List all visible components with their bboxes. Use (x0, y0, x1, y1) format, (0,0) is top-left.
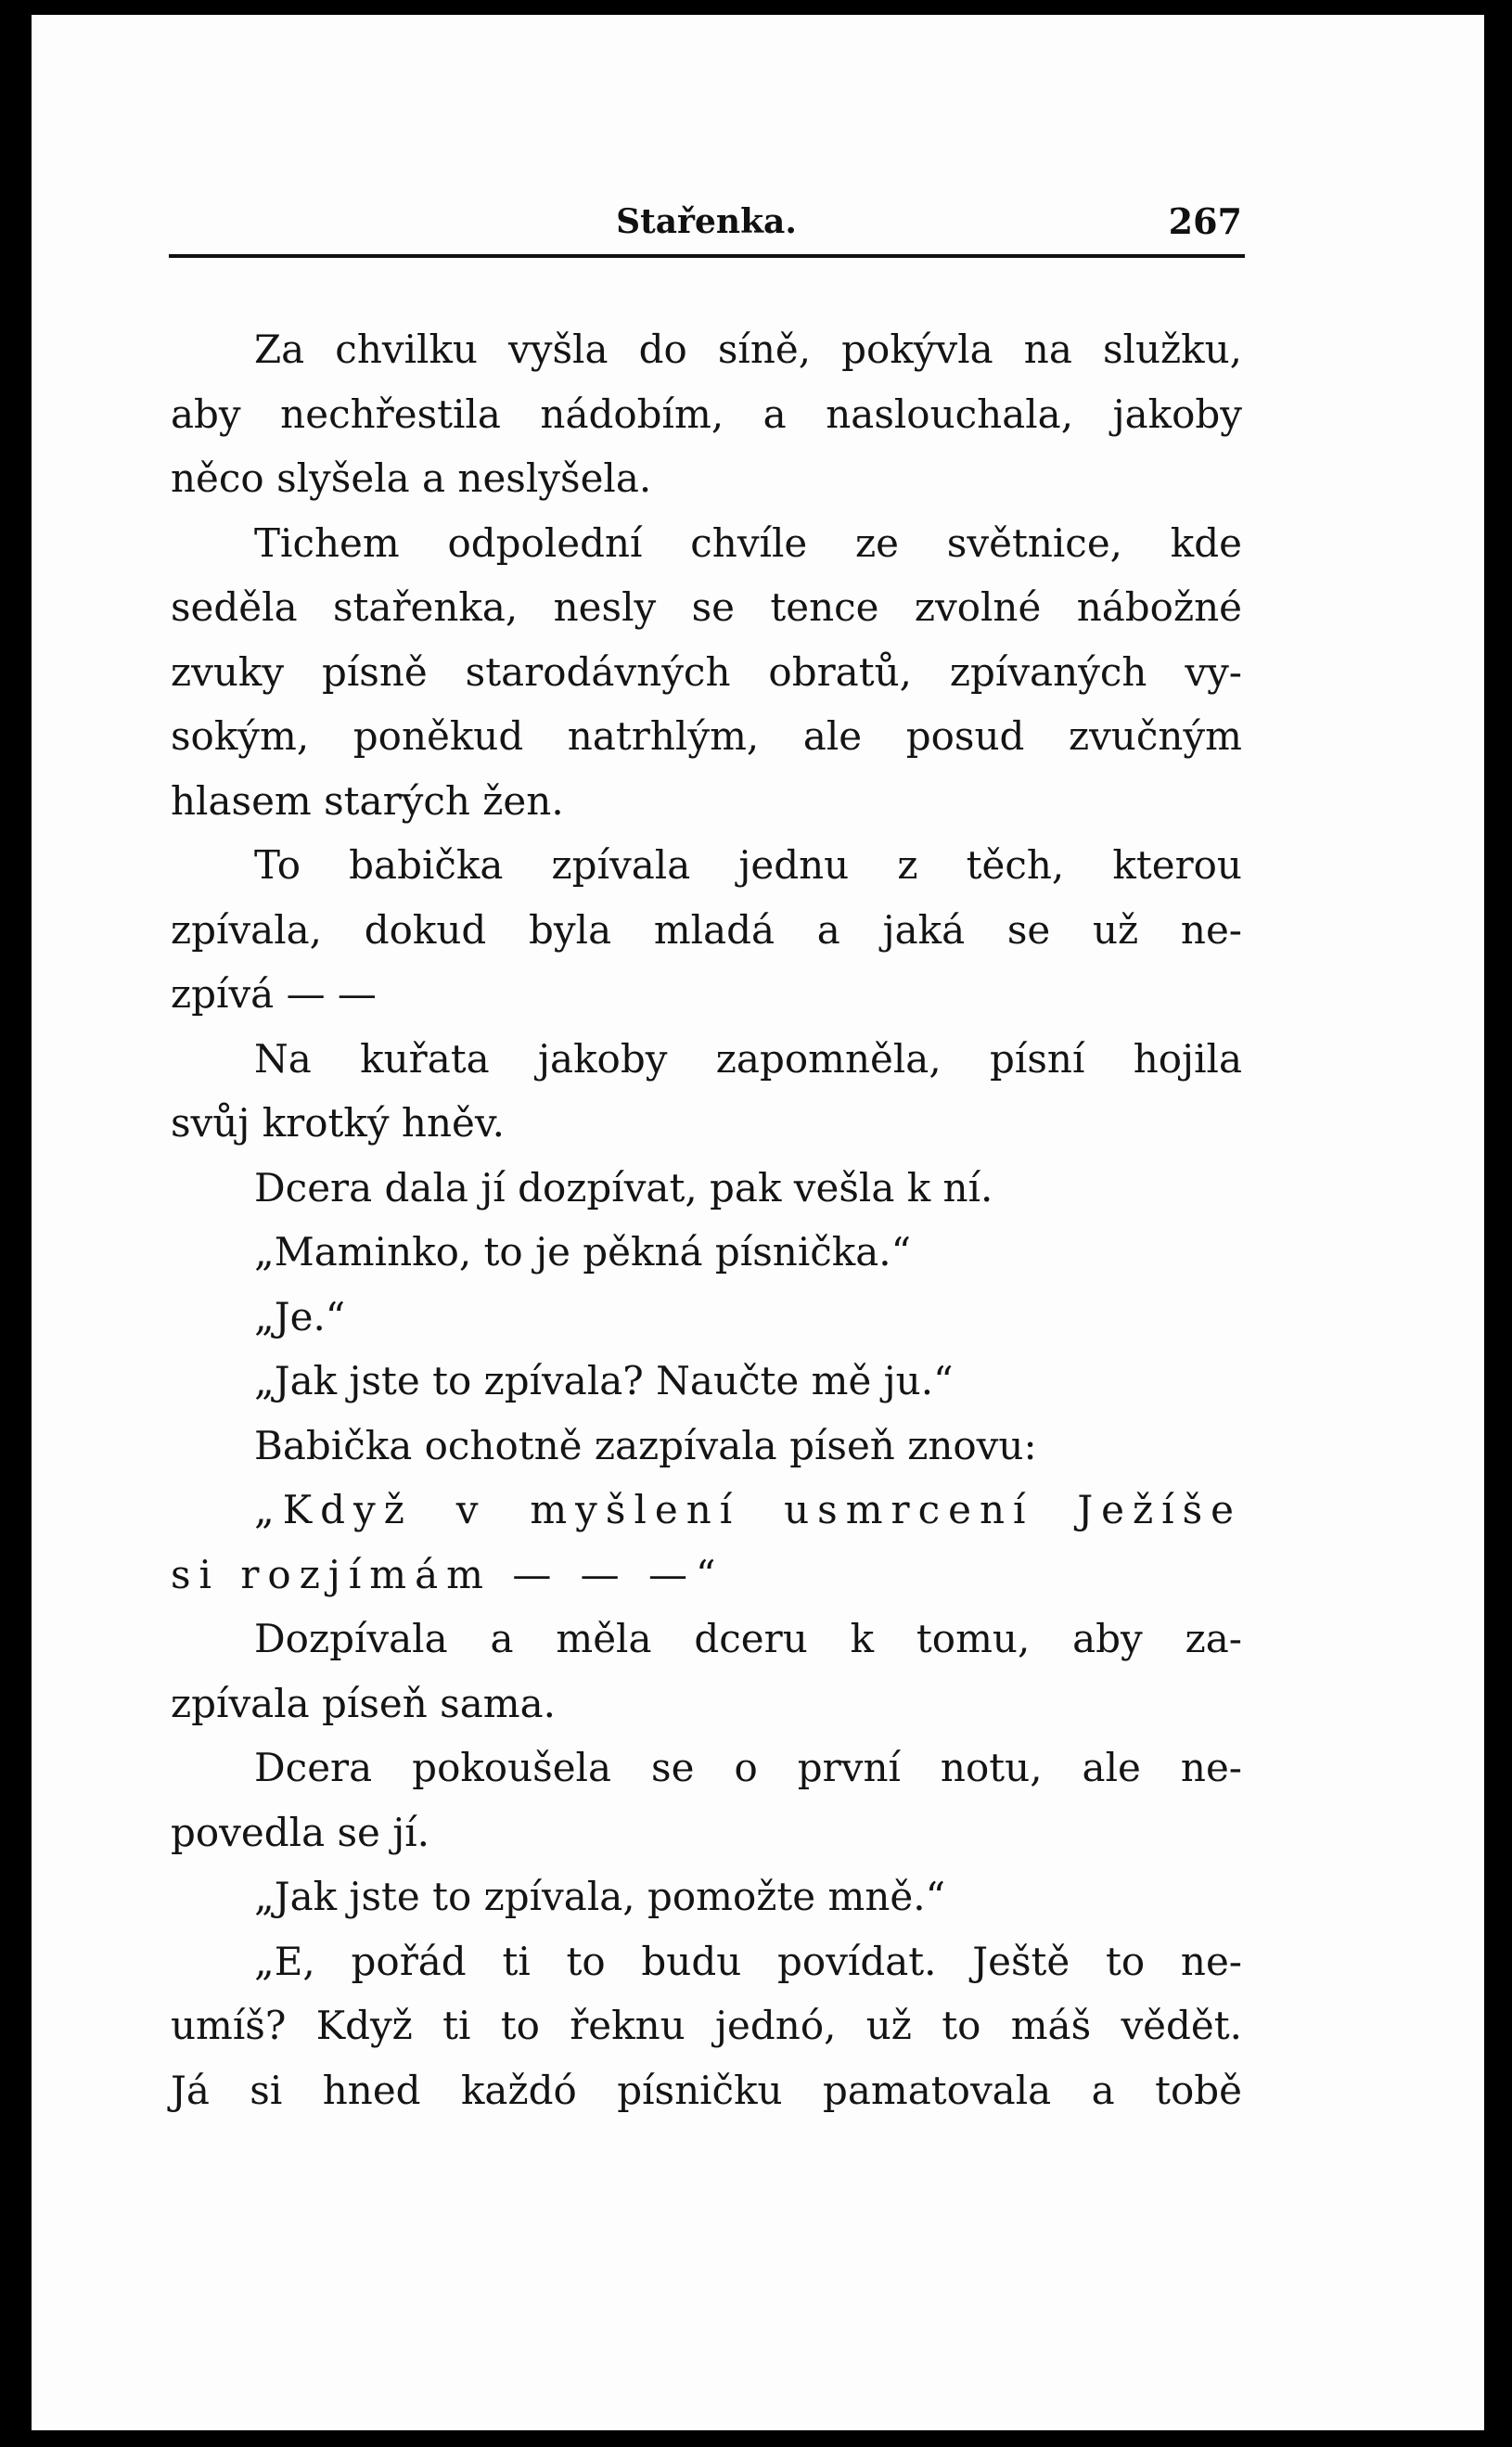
running-title: Stařenka. (616, 202, 797, 241)
text-line: Dcera dala jí dozpívat, pak vešla k ní. (254, 1164, 993, 1211)
text-line: Já si hned každó písničku pamatovala a tobě (171, 2067, 1242, 2113)
text-line: „Když v myšlení usmrcení Ježíše (254, 1487, 1242, 1532)
text-line: si rozjímám — — —“ (171, 1551, 724, 1597)
page-number: 267 (1168, 200, 1242, 242)
text-line: To babička zpívala jednu z těch, kterou (254, 842, 1242, 888)
text-line: seděla stařenka, nesly se tence zvolné nábožné (171, 584, 1242, 630)
text-line: „Jak jste to zpívala? Naučte mě ju.“ (254, 1358, 954, 1403)
text-line: „E, pořád ti to budu povídat. Ještě to ne- (254, 1938, 1242, 1984)
text-line: Na kuřata jakoby zapomněla, písní hojila (254, 1035, 1242, 1082)
book-page (32, 15, 1484, 2430)
text-line: Za chvilku vyšla do síně, pokývla na služku, (254, 327, 1242, 372)
text-line: Dcera pokoušela se o první notu, ale ne- (254, 1745, 1242, 1790)
text-line: „Je.“ (254, 1293, 346, 1339)
running-header (171, 189, 1242, 254)
text-line: zpívala píseň sama. (171, 1680, 556, 1726)
text-line: „Maminko, to je pěkná písnička.“ (254, 1229, 912, 1275)
text-line: Tichem odpolední chvíle ze světnice, kde (254, 519, 1242, 566)
text-line: zpívala, dokud byla mladá a jaká se už ne- (171, 906, 1242, 953)
text-line: Babička ochotně zazpívala píseň znovu: (254, 1422, 1037, 1468)
text-line: zvuky písně starodávných obratů, zpívaných vy- (171, 648, 1242, 695)
text-line: něco slyšela a neslyšela. (171, 455, 652, 501)
body-text (171, 317, 1242, 2122)
text-line: hlasem starých žen. (171, 777, 564, 824)
text-line: umíš? Když ti to řeknu jednó, už to máš vědět. (171, 2003, 1242, 2048)
text-line: svůj krotký hněv. (171, 1100, 505, 1146)
text-line: aby nechřestila nádobím, a naslouchala, jakoby (171, 391, 1242, 437)
text-line: Dozpívala a měla dceru k tomu, aby za- (254, 1616, 1242, 1661)
text-line: povedla se jí. (171, 1809, 430, 1855)
text-line: sokým, poněkud natrhlým, ale posud zvučným (171, 713, 1242, 759)
header-rule (169, 254, 1245, 258)
text-line: zpívá — — (171, 971, 377, 1017)
text-line: „Jak jste to zpívala, pomožte mně.“ (254, 1874, 946, 1919)
